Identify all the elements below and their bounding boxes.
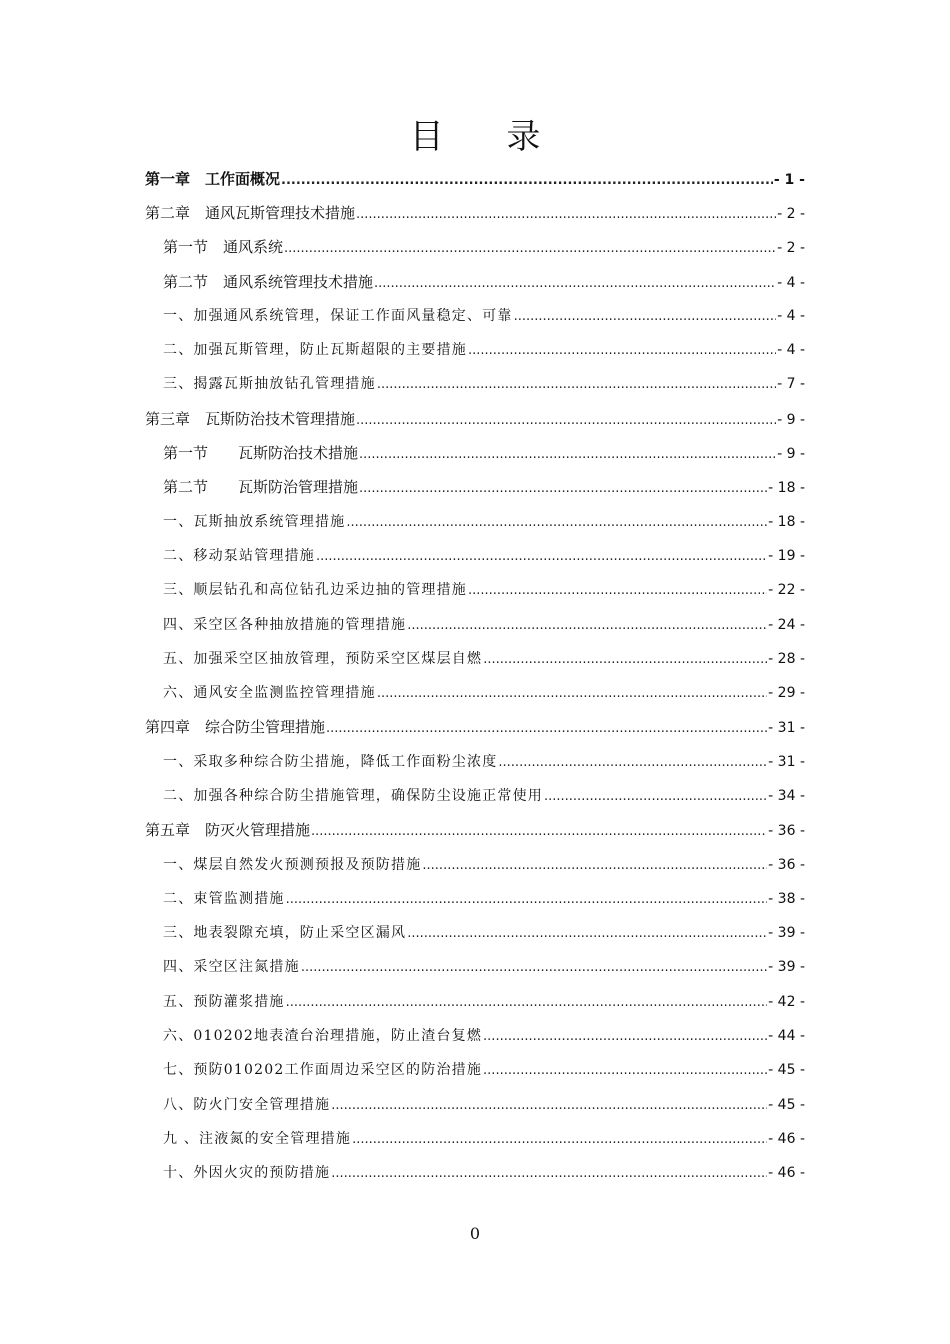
toc-entry-label: 七、预防010202工作面周边采空区的防治措施: [163, 1062, 483, 1078]
toc-leader-dots: [359, 472, 767, 506]
toc-leader-dots: [374, 267, 776, 301]
toc-entry-label: 一、煤层自然发火预测预报及预防措施: [163, 857, 422, 873]
toc-leader-dots: [407, 917, 767, 951]
toc-entry-label: 二、束管监测措施: [163, 891, 285, 907]
toc-entry-page: - 42 -: [768, 994, 805, 1010]
toc-entry-page: - 24 -: [768, 617, 805, 633]
toc-entry-label: 三、地表裂隙充填，防止采空区漏风: [163, 925, 407, 941]
toc-leader-dots: [352, 1123, 767, 1157]
toc-entry[interactable]: [163, 676, 805, 710]
toc-entry-page: - 9 -: [777, 446, 805, 462]
toc-entry[interactable]: [163, 950, 805, 984]
toc-entry-label: 四、采空区各种抽放措施的管理措施: [163, 617, 407, 633]
toc-entry[interactable]: [163, 1019, 805, 1053]
toc-entry[interactable]: [145, 402, 805, 436]
toc-entry-page: - 18 -: [768, 514, 805, 530]
toc-entry-page: - 39 -: [768, 959, 805, 975]
toc-entry-label: 第五章 防灭火管理措施: [145, 821, 311, 839]
toc-entry[interactable]: [163, 1088, 805, 1122]
toc-entry-label: 二、移动泵站管理措施: [163, 548, 315, 564]
page-number: 0: [469, 1224, 481, 1243]
toc-entry[interactable]: [145, 710, 805, 744]
toc-entry-label: 一、瓦斯抽放系统管理措施: [163, 514, 346, 530]
toc-entry-label: 八、防火门安全管理措施: [163, 1097, 331, 1113]
toc-entry-page: - 39 -: [768, 925, 805, 941]
toc-entry-label: 二、加强各种综合防尘措施管理，确保防尘设施正常使用: [163, 788, 543, 804]
toc-leader-dots: [356, 404, 776, 438]
toc-entry[interactable]: [163, 1122, 805, 1156]
toc-leader-dots: [356, 198, 776, 232]
toc-entry[interactable]: [163, 230, 805, 264]
toc-entry[interactable]: [163, 265, 805, 299]
toc-entry-page: - 2 -: [777, 240, 805, 256]
toc-entry-label: 五、加强采空区抽放管理，预防采空区煤层自燃: [163, 651, 483, 667]
toc-entry-label: 四、采空区注氮措施: [163, 959, 300, 975]
toc-leader-dots: [286, 883, 768, 917]
toc-entry[interactable]: [163, 436, 805, 470]
toc-entry-page: - 29 -: [768, 685, 805, 701]
toc-leader-dots: [284, 232, 776, 266]
toc-entry-label: 第二章 通风瓦斯管理技术措施: [145, 204, 356, 222]
toc-entry[interactable]: [145, 813, 805, 847]
toc-leader-dots: [377, 677, 767, 711]
toc-entry[interactable]: [163, 916, 805, 950]
toc-leader-dots: [311, 815, 767, 849]
toc-entry-label: 十、外因火灾的预防措施: [163, 1165, 331, 1181]
toc-entry-label: 第一节 通风系统: [163, 238, 284, 256]
toc-entry-page: - 4 -: [777, 308, 805, 324]
toc-entry-label: 第三章 瓦斯防治技术管理措施: [145, 410, 356, 428]
toc-leader-dots: [286, 986, 768, 1020]
toc-leader-dots: [468, 334, 776, 368]
toc-entry-page: - 31 -: [768, 754, 805, 770]
toc-leader-dots: [359, 438, 776, 472]
toc-entry-label: 一、采取多种综合防尘措施，降低工作面粉尘浓度: [163, 754, 498, 770]
toc-entry-label: 一、加强通风系统管理，保证工作面风量稳定、可靠: [163, 308, 513, 324]
toc-entry[interactable]: [145, 162, 805, 196]
toc-entry[interactable]: [163, 642, 805, 676]
toc-entry[interactable]: [163, 505, 805, 539]
toc-leader-dots: [407, 609, 767, 643]
toc-entry[interactable]: [163, 367, 805, 401]
toc-leader-dots: [301, 951, 767, 985]
toc-leader-dots: [331, 1089, 767, 1123]
toc-leader-dots: [514, 300, 776, 334]
toc-entry-page: - 44 -: [768, 1028, 805, 1044]
toc-entry-page: - 45 -: [768, 1062, 805, 1078]
toc-entry[interactable]: [145, 196, 805, 230]
toc-entry[interactable]: [163, 539, 805, 573]
toc-entry-page: - 28 -: [768, 651, 805, 667]
toc-entry-page: - 36 -: [768, 857, 805, 873]
toc-entry-page: - 4 -: [777, 275, 805, 291]
toc-entry[interactable]: [163, 985, 805, 1019]
toc-entry[interactable]: [163, 299, 805, 333]
toc-entry-label: 六、通风安全监测监控管理措施: [163, 685, 376, 701]
toc-leader-dots: [331, 1157, 767, 1191]
toc-entry-label: 六、010202地表渣台治理措施，防止渣台复燃: [163, 1028, 483, 1044]
toc-entry[interactable]: [163, 608, 805, 642]
toc-entry-page: - 38 -: [768, 891, 805, 907]
toc-entry-label: 第二节 瓦斯防治管理措施: [163, 478, 359, 496]
toc-entry[interactable]: [163, 1156, 805, 1190]
toc-leader-dots: [544, 780, 767, 814]
toc-entry-label: 三、揭露瓦斯抽放钻孔管理措施: [163, 376, 376, 392]
toc-entry[interactable]: [163, 573, 805, 607]
toc-leader-dots: [316, 540, 767, 574]
toc-leader-dots: [281, 164, 773, 198]
toc-entry-page: - 4 -: [777, 342, 805, 358]
toc-leader-dots: [346, 506, 767, 540]
toc-leader-dots: [422, 849, 767, 883]
toc-entry-page: - 45 -: [768, 1097, 805, 1113]
toc-entry-label: 第四章 综合防尘管理措施: [145, 718, 326, 736]
toc-entry-page: - 7 -: [777, 376, 805, 392]
toc-entry[interactable]: [163, 470, 805, 504]
toc-entry-page: - 46 -: [768, 1131, 805, 1147]
toc-entry-page: - 2 -: [777, 206, 805, 222]
toc-leader-dots: [483, 1054, 767, 1088]
toc-entry[interactable]: [163, 848, 805, 882]
toc-entry-label: 二、加强瓦斯管理，防止瓦斯超限的主要措施: [163, 342, 467, 358]
toc-entry-page: - 22 -: [768, 582, 805, 598]
toc-entry-label: 第一节 瓦斯防治技术措施: [163, 444, 359, 462]
toc-entry-page: - 46 -: [768, 1165, 805, 1181]
toc-entry[interactable]: [163, 779, 805, 813]
toc-entry-label: 五、预防灌浆措施: [163, 994, 285, 1010]
page-title: 目 录: [409, 117, 567, 157]
toc-entry-label: 第二节 通风系统管理技术措施: [163, 273, 374, 291]
toc-leader-dots: [468, 574, 767, 608]
toc-entry-label: 三、顺层钻孔和高位钻孔边采边抽的管理措施: [163, 582, 467, 598]
toc-entry-label: 九 、注液氮的安全管理措施: [163, 1131, 352, 1147]
toc-entry-page: - 36 -: [768, 823, 805, 839]
toc-leader-dots: [326, 712, 767, 746]
toc-entry-page: - 19 -: [768, 548, 805, 564]
toc-entry-page: - 9 -: [777, 412, 805, 428]
toc-entry[interactable]: [163, 745, 805, 779]
toc-leader-dots: [483, 643, 767, 677]
toc-entry-page: - 18 -: [768, 480, 805, 496]
toc-entry-page: - 1 -: [773, 172, 805, 188]
toc-leader-dots: [377, 368, 776, 402]
toc-leader-dots: [483, 1020, 767, 1054]
toc-leader-dots: [498, 746, 767, 780]
toc-entry[interactable]: [163, 1053, 805, 1087]
toc-entry-label: 第一章 工作面概况: [145, 170, 281, 188]
toc-entry[interactable]: [163, 333, 805, 367]
toc-entry-page: - 31 -: [768, 720, 805, 736]
toc-entry[interactable]: [163, 882, 805, 916]
toc-entry-page: - 34 -: [768, 788, 805, 804]
